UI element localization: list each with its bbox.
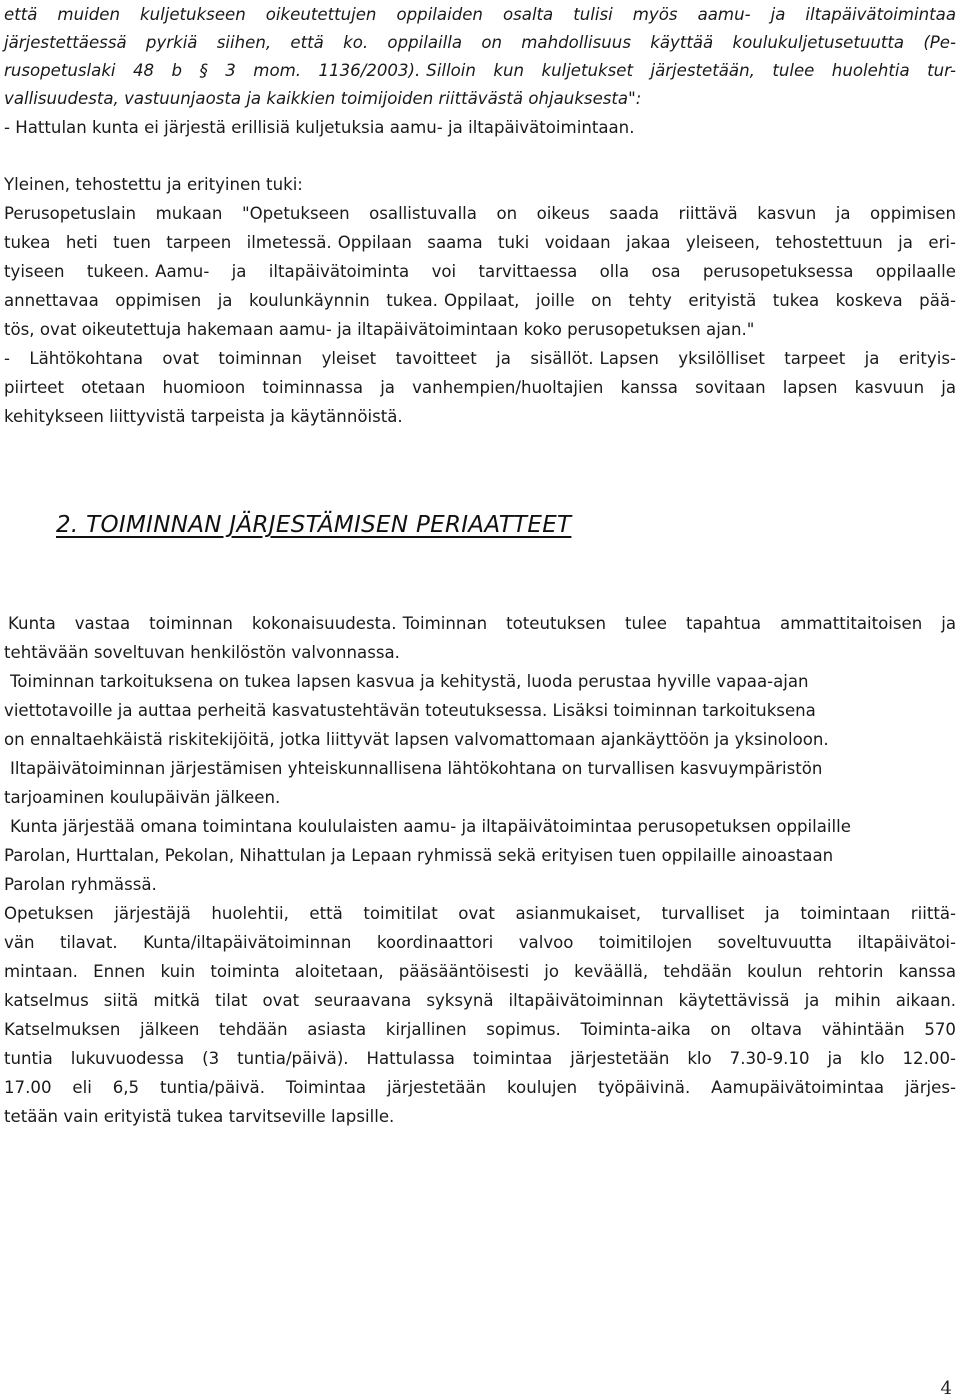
text-line: Perusopetuslain mukaan "Opetukseen osallistuvalla on oikeus saada riittävä kasvun ja oppimisen [4,204,956,223]
text-line [4,58,956,84]
text-line: Katselmuksen jälkeen tehdään asiasta kirjallinen sopimus. Toiminta-aika on oltava vähintään 570 [4,1020,956,1039]
text-span: Aamu- ja iltapäivätoiminta voi tarvittaessa olla osa perusopetuksessa oppilaalle [155,262,956,281]
text-span: annettavaa oppimisen ja koulunkäynnin tukea. [4,291,438,310]
text-line: Parolan, Hurttalan, Pekolan, Nihattulan ja Lepaan ryhmissä sekä erityisen tuen oppilaille ainoastaan [4,846,834,865]
text-line: tös, ovat oikeutettuja hakemaan aamu- ja iltapäivätoimintaan koko perusopetuksen ajan." [4,320,755,339]
text-span: Oppilaat, joille on tehty erityistä tukea koskeva pää- [443,291,957,310]
text-span: Lapsen yksilölliset tarpeet ja erityis- [599,349,956,368]
text-line: tuntia lukuvuodessa (3 tuntia/päivä). Hattulassa toimintaa järjestetään klo 7.30-9.10 ja klo 12.00- [4,1049,956,1068]
text-span: Oppilaan saama tuki voidaan jakaa yleiseen, tehostettuun ja eri- [337,233,956,252]
text-line [4,346,956,372]
text-span: tyiseen tukeen. [4,262,150,281]
text-line [4,259,956,285]
page-number: 4 [940,1378,952,1399]
text-line: Parolan ryhmässä. [4,875,157,894]
text-line [4,288,956,314]
citation-text: rusopetuslaki 48 b § 3 mom. 1136/2003). [4,61,421,80]
text-line: on ennaltaehkäistä riskitekijöitä, jotka liittyvät lapsen valvomattomaan ajankäyttöön ja yksinoloon. [4,730,829,749]
text-line: että muiden kuljetukseen oikeutettujen oppilaiden osalta tulisi myös aamu- ja iltapäivätoimintaa [4,5,956,24]
section-heading: 2. TOIMINNAN JÄRJESTÄMISEN PERIAATTEET [56,512,572,538]
text-span: Silloin kun kuljetukset järjestetään, tulee huolehtia tur- [426,61,956,80]
text-line: Iltapäivätoiminnan järjestämisen yhteiskunnallisena lähtökohtana on turvallisen kasvuympäristön [10,759,823,778]
text-line: mintaan. Ennen kuin toiminta aloitetaan, pääsääntöisesti jo keväällä, tehdään koulun rehtorin kanssa [4,962,956,981]
text-line: vallisuudesta, vastuunjaosta ja kaikkien toimijoiden riittävästä ohjauksesta": [4,89,642,108]
text-line: tetään vain erityistä tukea tarvitseville lapsille. [4,1107,395,1126]
text-line [8,611,956,637]
text-span: Toiminnan toteutuksen tulee tapahtua ammattitaitoisen ja [402,614,956,633]
text-span: tukea heti tuen tarpeen ilmetessä. [4,233,332,252]
text-line: Kunta järjestää omana toimintana koululaisten aamu- ja iltapäivätoimintaa perusopetuksen oppilaille [10,817,851,836]
section-label: Yleinen, tehostettu ja erityinen tuki: [4,175,303,194]
text-line: viettotavoille ja auttaa perheitä kasvatustehtävän toteutuksessa. Lisäksi toiminnan tarkoituksena [4,701,816,720]
text-line: kehitykseen liittyvistä tarpeista ja käytännöistä. [4,407,403,426]
text-line: piirteet otetaan huomioon toiminnassa ja vanhempien/huoltajien kanssa sovitaan lapsen kasvuun ja [4,378,956,397]
text-line: tehtävään soveltuvan henkilöstön valvonnassa. [4,643,400,662]
text-span: - Lähtökohtana ovat toiminnan yleiset tavoitteet ja sisällöt. [4,349,594,368]
text-span: Kunta vastaa toiminnan kokonaisuudesta. [8,614,397,633]
text-line: Opetuksen järjestäjä huolehtii, että toimitilat ovat asianmukaiset, turvalliset ja toimintaan riittä- [4,904,956,923]
text-line: 17.00 eli 6,5 tuntia/päivä. Toimintaa järjestetään koulujen työpäivinä. Aamupäivätoimintaa järjes- [4,1078,956,1097]
text-line: tarjoaminen koulupäivän jälkeen. [4,788,281,807]
text-line: järjestettäessä pyrkiä siihen, että ko. oppilailla on mahdollisuus käyttää koulukuljetusetuutta (Pe- [4,33,956,52]
text-line: Toiminnan tarkoituksena on tukea lapsen kasvua ja kehitystä, luoda perustaa hyville vapaa-ajan [10,672,809,691]
text-line: - Hattulan kunta ei järjestä erillisiä kuljetuksia aamu- ja iltapäivätoimintaan. [4,118,635,137]
text-line: vän tilavat. Kunta/iltapäivätoiminnan koordinaattori valvoo toimitilojen soveltuvuutta iltapäivätoi- [4,933,956,952]
text-line [4,230,956,256]
text-line: katselmus siitä mitkä tilat ovat seuraavana syksynä iltapäivätoiminnan käytettävissä ja mihin aikaan. [4,991,956,1010]
